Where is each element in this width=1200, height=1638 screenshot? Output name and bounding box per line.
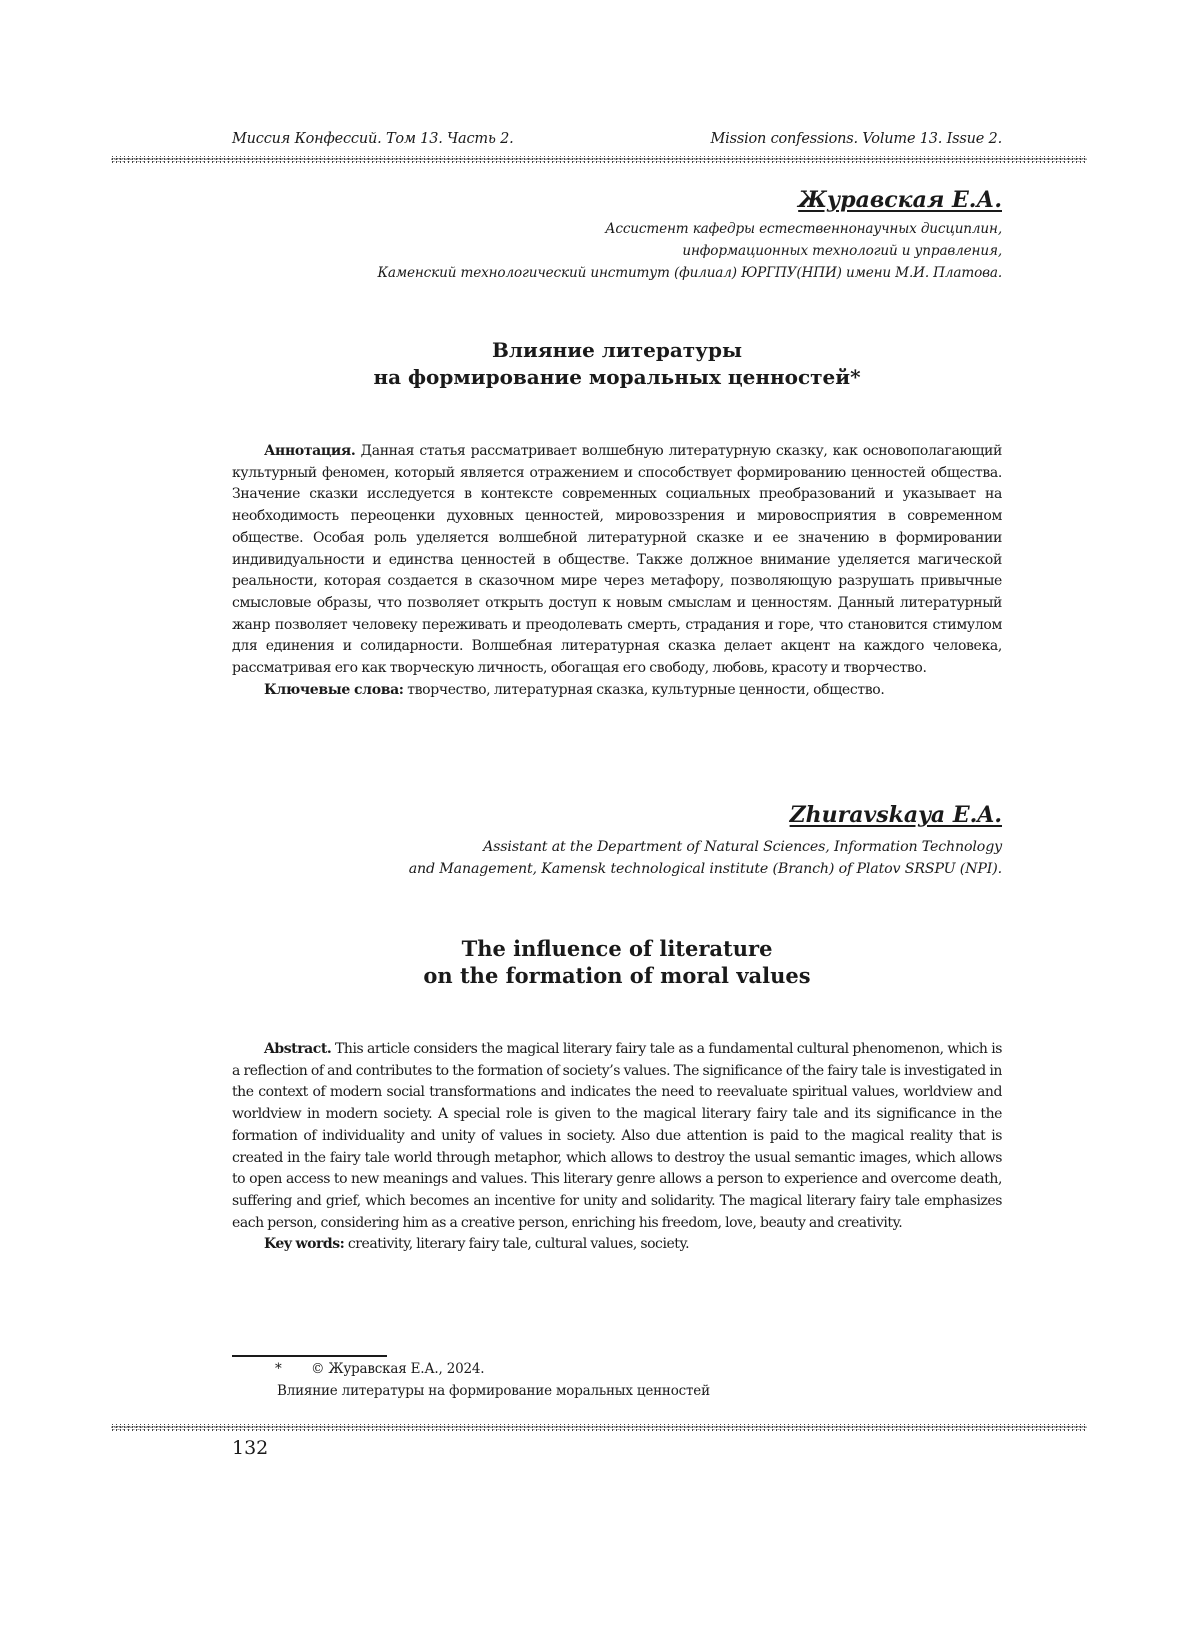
author-affiliation-ru [378, 218, 1002, 284]
title-line: на формирование моральных ценностей* [232, 364, 1002, 391]
journal-page [0, 0, 1200, 1638]
affiliation-line: Ассистент кафедры естественнонаучных дисциплин, [378, 218, 1002, 240]
abstract-label: Аннотация. [264, 443, 355, 459]
abstract-text: This article considers the magical literary fairy tale as a fundamental cultural phenomenon, which is a reflection of and contributes to the formation of society’s values. The significance of the fairy tale is investigated in the context of modern social transformations and indicates the need to reevaluate spiritual values, worldview and worldview in modern society. A special role is given to the magical literary fairy tale and its significance in the formation of individuality and unity of values in society. Also due attention is paid to the magical reality that is created in the fairy tale world through metaphor, which allows to destroy the usual semantic images, which allows to open access to new meanings and values. This literary genre allows a person to experience and overcome death, suffering and grief, which becomes an incentive for unity and solidarity. The magical literary fairy tale emphasizes each person, considering him as a creative person, enriching his freedom, love, beauty and creativity. [232, 1041, 1002, 1231]
running-header [232, 131, 1002, 153]
keywords-label: Ключевые слова: [264, 682, 404, 698]
footnote-rule [232, 1355, 387, 1357]
abstract-label: Abstract. [264, 1041, 331, 1057]
abstract-text: Данная статья рассматривает волшебную литературную сказку, как основополагающий культурный феномен, который является отражением и способствует формированию ценностей общества. Значение сказки исследуется в контексте современных социальных преобразований и указывает на необходимость переоценки духовных ценностей, мировоззрения и мировосприятия в современном обществе. Особая роль уделяется волшебной литературной сказке и ее значению в формировании индивидуальности и единства ценностей в обществе. Также должное внимание уделяется магической реальности, которая создается в сказочном мире через метафору, позволяющую разрушать привычные смысловые образы, что позволяет открыть доступ к новым смыслам и ценностям. Данный литературный жанр позволяет человеку переживать и преодолевать смерть, страдания и горе, что становится стимулом для единения и солидарности. Волшебная литературная сказка делает акцент на каждого человека, рассматривая его как творческую личность, обогащая его свободу, любовь, красоту и творчество. [232, 443, 1002, 676]
ornament-divider-bottom [111, 1424, 1087, 1431]
article-title-ru [232, 337, 1002, 391]
footnote-title: Влияние литературы на формирование моральных ценностей [232, 1380, 1002, 1402]
title-line: on the formation of moral values [232, 962, 1002, 989]
author-name-en: Zhuravskaya E.A. [790, 802, 1002, 828]
footnote-copyright: © Журавская Е.А., 2024. [311, 1358, 484, 1380]
affiliation-line: and Management, Kamensk technological institute (Branch) of Platov SRSPU (NPI). [409, 858, 1002, 880]
ornament-divider-top [111, 156, 1087, 163]
abstract-ru [232, 441, 1002, 701]
abstract-paragraph [232, 441, 1002, 680]
footnote-mark: * [275, 1358, 282, 1380]
title-line: The influence of literature [232, 935, 1002, 962]
keywords-paragraph [232, 1234, 1002, 1256]
article-title-en [232, 935, 1002, 989]
affiliation-line: Каменский технологический институт (филиал) ЮРГПУ(НПИ) имени М.И. Платова. [378, 262, 1002, 284]
author-name-ru: Журавская Е.А. [798, 187, 1002, 213]
title-line: Влияние литературы [232, 337, 1002, 364]
keywords-text: творчество, литературная сказка, культурные ценности, общество. [404, 682, 885, 698]
affiliation-line: Assistant at the Department of Natural Sciences, Information Technology [409, 836, 1002, 858]
affiliation-line: информационных технологий и управления, [378, 240, 1002, 262]
abstract-paragraph [232, 1039, 1002, 1234]
keywords-paragraph [232, 680, 1002, 702]
page-number: 132 [232, 1437, 268, 1459]
keywords-label: Key words: [264, 1236, 344, 1252]
abstract-en [232, 1039, 1002, 1256]
footnote [232, 1358, 1002, 1402]
keywords-text: creativity, literary fairy tale, cultural values, society. [344, 1236, 689, 1252]
author-affiliation-en [409, 836, 1002, 880]
running-header-en: Mission confessions. Volume 13. Issue 2. [711, 131, 1003, 147]
running-header-ru: Миссия Конфессий. Том 13. Часть 2. [232, 131, 514, 147]
